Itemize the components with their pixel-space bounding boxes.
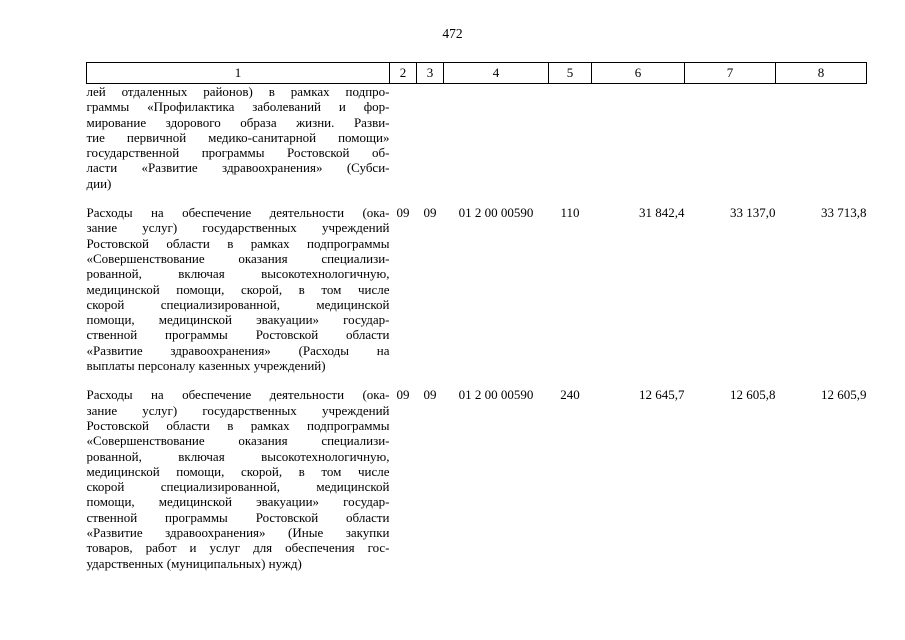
row-description (87, 205, 390, 373)
description-line: скорой специализированной, медицинской (86, 296, 390, 312)
header-col-2: 2 (390, 63, 417, 84)
row-spacer (87, 191, 867, 205)
amount-year-3: 33 713,8 (821, 205, 867, 221)
description-line: рованной, включая высокотехнологичную, (86, 266, 390, 282)
description-line: Расходы на обеспечение деятельности (ока- (86, 387, 390, 403)
header-col-5: 5 (549, 63, 592, 84)
description-line: граммы «Профилактика заболеваний и фор- (86, 99, 390, 115)
section-code: 09 (396, 205, 410, 221)
subsection-code: 09 (423, 205, 437, 221)
description-line: «Совершенствование оказания специализи- (86, 433, 390, 449)
header-row (87, 63, 867, 84)
table-row (87, 84, 867, 192)
description-line: помощи, медицинской эвакуации» государ- (86, 312, 390, 328)
description-line: зание услуг) государственных учреждений (86, 220, 390, 236)
amount-year-1 (592, 84, 685, 192)
description-line: ударственных (муниципальных) нужд) (86, 555, 302, 571)
description-line: рованной, включая высокотехнологичную, (86, 448, 390, 464)
description-line: ственной программы Ростовской области (86, 327, 390, 343)
amount-year-1: 31 842,4 (639, 205, 685, 221)
description-line: тие первичной медико-санитарной помощи» (86, 129, 390, 145)
description-line: Расходы на обеспечение деятельности (ока- (86, 205, 390, 221)
target-article-code (444, 84, 549, 192)
description-line: лей отдаленных районов) в рамках подпро- (86, 84, 390, 99)
amount-year-3: 12 605,9 (821, 387, 867, 403)
table-body (87, 84, 867, 571)
description-line: медицинской помощи, скорой, в том числе (86, 281, 390, 297)
description-line: медицинской помощи, скорой, в том числе (86, 463, 390, 479)
header-col-8: 8 (776, 63, 867, 84)
row-spacer (87, 373, 867, 387)
expense-type-code (549, 84, 592, 192)
amount-year-2 (685, 84, 776, 192)
expense-type-code: 110 (560, 205, 580, 221)
expense-type-code: 240 (560, 387, 580, 403)
description-line: мирование здорового образа жизни. Разви- (86, 114, 390, 130)
description-line: ственной программы Ростовской области (86, 509, 390, 525)
table-row (87, 387, 867, 571)
description-line: ласти «Развитие здравоохранения» (Субси- (86, 160, 390, 176)
target-article-code: 01 2 00 00590 (458, 205, 534, 221)
header-col-6: 6 (592, 63, 685, 84)
description-line: выплаты персоналу казенных учреждений) (86, 358, 326, 374)
description-line: товаров, работ и услуг для обеспечения гос- (86, 540, 390, 556)
row-spacer-cell (87, 191, 867, 205)
header-col-1: 1 (87, 63, 390, 84)
amount-year-2: 33 137,0 (730, 205, 776, 221)
section-code (390, 84, 417, 192)
row-spacer-cell (87, 373, 867, 387)
description-line: «Развитие здравоохранения» (Иные закупки (86, 525, 390, 541)
description-line: зание услуг) государственных учреждений (86, 402, 390, 418)
target-article-code: 01 2 00 00590 (458, 387, 534, 403)
amount-year-2: 12 605,8 (730, 387, 776, 403)
description-line: Ростовской области в рамках подпрограммы (86, 235, 390, 251)
row-description (87, 84, 390, 192)
description-line: «Развитие здравоохранения» (Расходы на (86, 342, 390, 358)
header-col-3: 3 (417, 63, 444, 84)
budget-table (86, 62, 867, 571)
description-line: государственной программы Ростовской об- (86, 145, 390, 161)
description-line: «Совершенствование оказания специализи- (86, 250, 390, 266)
header-col-4: 4 (444, 63, 549, 84)
description-line: помощи, медицинской эвакуации» государ- (86, 494, 390, 510)
header-col-7: 7 (685, 63, 776, 84)
table-row (87, 205, 867, 373)
section-code: 09 (396, 387, 410, 403)
subsection-code: 09 (423, 387, 437, 403)
row-description (87, 387, 390, 571)
description-line: дии) (86, 175, 112, 191)
subsection-code (417, 84, 444, 192)
description-line: Ростовской области в рамках подпрограммы (86, 417, 390, 433)
amount-year-1: 12 645,7 (639, 387, 685, 403)
amount-year-3 (776, 84, 867, 192)
description-line: скорой специализированной, медицинской (86, 479, 390, 495)
page-number: 472 (442, 26, 463, 41)
